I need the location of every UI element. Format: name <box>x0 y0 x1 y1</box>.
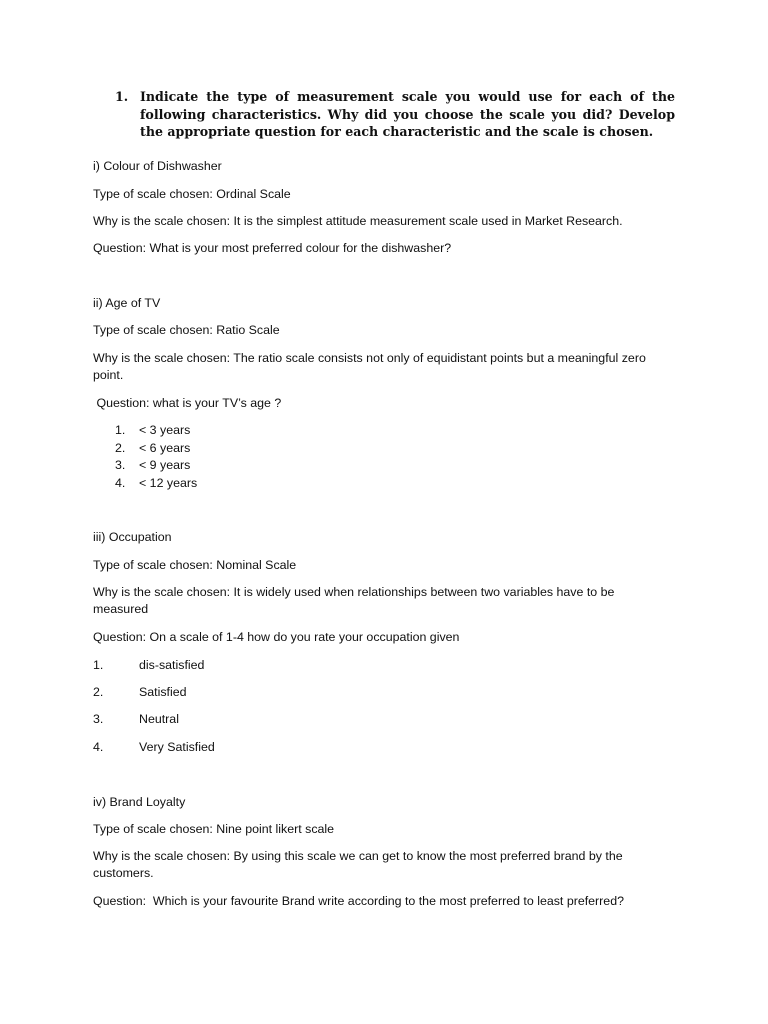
scale-reason-line: Why is the scale chosen: By using this scale we can get to know the most preferred brand by the customers. <box>93 849 623 880</box>
scale-type-line: Type of scale chosen: Nine point likert scale <box>93 822 335 836</box>
scale-type-line: Type of scale chosen: Ratio Scale <box>93 323 280 337</box>
option-text: < 6 years <box>139 441 191 455</box>
option-number: 3. <box>93 712 104 726</box>
option-number: 4. <box>115 476 126 490</box>
question-1 <box>115 88 675 141</box>
option-number: 2. <box>93 685 104 699</box>
option-number: 3. <box>115 458 126 472</box>
question-text: Indicate the type of measurement scale you would use for each of the following characteristics. Why did you choose the scale you did? Develop the appropriate question for each characteristic and the scale is chosen. <box>140 89 675 139</box>
scale-type-line: Type of scale chosen: Nominal Scale <box>93 558 297 572</box>
option-number: 4. <box>93 740 104 754</box>
question-number: 1. <box>115 89 129 104</box>
scale-reason-line: Why is the scale chosen: It is widely used when relationships between two variables have to be measured <box>93 585 615 616</box>
scale-reason-line: Why is the scale chosen: It is the simplest attitude measurement scale used in Market Research. <box>93 214 623 228</box>
option-number: 1. <box>115 423 126 437</box>
question-line: Question: What is your most preferred colour for the dishwasher? <box>93 241 452 255</box>
option-number: 1. <box>93 658 104 672</box>
option-text: Neutral <box>139 712 179 726</box>
option-number: 2. <box>115 441 126 455</box>
question-line: Question: On a scale of 1-4 how do you rate your occupation given <box>93 630 460 644</box>
option-text: < 3 years <box>139 423 191 437</box>
scale-type-line: Type of scale chosen: Ordinal Scale <box>93 187 291 201</box>
section-heading: i) Colour of Dishwasher <box>93 159 222 173</box>
question-line: Question: what is your TV’s age ? <box>93 396 282 410</box>
option-text: dis-satisfied <box>139 658 205 672</box>
scale-reason-line: Why is the scale chosen: The ratio scale consists not only of equidistant points but a meaningful zero point. <box>93 351 646 382</box>
section-heading: iv) Brand Loyalty <box>93 795 186 809</box>
option-text: Satisfied <box>139 685 187 699</box>
option-text: Very Satisfied <box>139 740 215 754</box>
option-text: < 9 years <box>139 458 191 472</box>
section-heading: ii) Age of TV <box>93 296 161 310</box>
question-line: Question: Which is your favourite Brand write according to the most preferred to least preferred? <box>93 894 624 908</box>
option-text: < 12 years <box>139 476 198 490</box>
section-heading: iii) Occupation <box>93 530 172 544</box>
